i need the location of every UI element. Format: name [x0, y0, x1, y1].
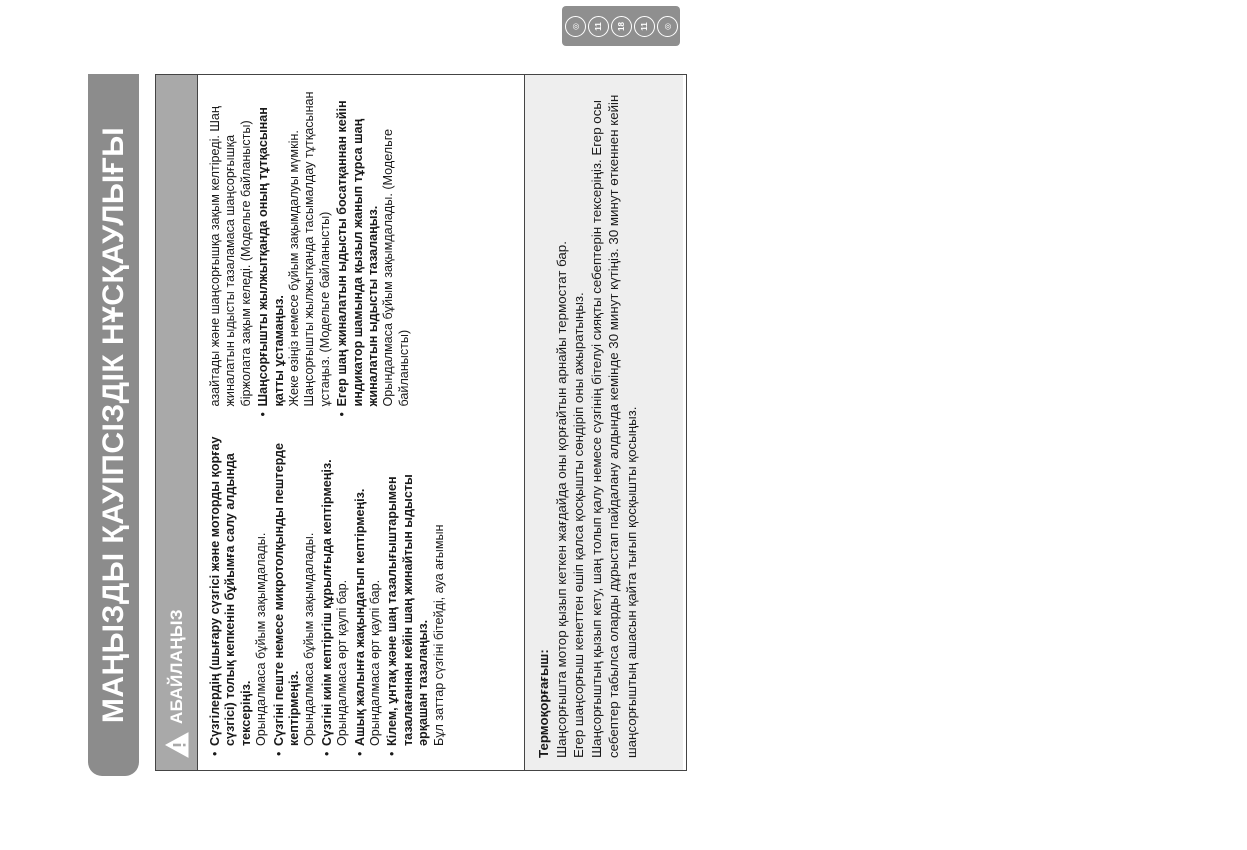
- warning-column-left: [208, 423, 516, 757]
- warning-item: • Шаңсорғышты жылжытқанда оның тұтқасынан қатты ұстамаңыз. Жеке өзіңіз немесе бұйым зақымдалуы мүмкін. Шаңсорғышты жылжытқанда тасымалдау тұтқасынан ұстаңыз. (Модельге байланысты): [256, 83, 333, 417]
- warning-item-text: азайтады және шаңсорғышқа зақым келтіреді. Шаң жиналатын ыдысты тазаламаса шаңсорғышқа біржолата зақым келеді. (Модельге байланысты): [208, 106, 253, 407]
- warning-item-text: Орындалмаса бұйым зақымдалады. (Модельге байланысты): [381, 128, 411, 407]
- thermostat-line: Егер шаңсорғыш кенеттен өшіп қалса қосқышты сөндіріп оны ажыратыңыз.: [571, 292, 586, 758]
- tab-badge-circle: ◎: [565, 16, 586, 37]
- warning-item-heading: Сүзгіні пеште немесе микротолқынды пештерде кептірмеңіз.: [271, 443, 302, 746]
- thermostat-section: [525, 75, 683, 770]
- thermostat-line: Шаңсорғышта мотор қызып кеткен жағдайда оны қорғайтын арнайы термостат бар.: [553, 241, 569, 758]
- warning-item-text: Орындалмаса өрт қаупі бар.: [368, 579, 383, 746]
- warning-header: [156, 75, 198, 770]
- warning-item-heading: Сүзгілердің (шығару сүзгісі және моторды қорғау сүзгісі) толық кепкенін бұйымға салу алдында тексеріңіз.: [208, 436, 253, 746]
- warning-box: [155, 74, 687, 771]
- warning-item: • Сүзгілердің (шығару сүзгісі және моторды қорғау сүзгісі) толық кепкенін бұйымға салу алдында тексеріңіз. Орындалмаса бұйым зақымдалады.: [208, 423, 270, 757]
- warning-item-continued: [208, 83, 254, 417]
- warning-body: [198, 75, 525, 770]
- warning-item: • Ашық жалынға жақындатып кептірмеңіз. Орындалмаса өрт қаупі бар.: [353, 423, 384, 757]
- page-tab-badge: [562, 6, 680, 46]
- warning-triangle-icon: [165, 732, 189, 758]
- warning-item-heading: Ашық жалынға жақындатып кептірмеңіз.: [352, 488, 367, 746]
- page-title: МАҢЫЗДЫ ҚАУІПСІЗДІК НҰСҚАУЛЫҒЫ: [96, 126, 130, 724]
- tab-badge-circle: 11: [588, 16, 609, 37]
- warning-item: • Егер шаң жиналатын ыдысты босатқаннан кейін индикатор шамында қызыл жанып тұрса шаң жиналатын ыдысты тазалаңыз. Орындалмаса бұйым зақымдалады. (Модельге байланысты): [335, 83, 412, 417]
- tab-badge-circle: 11: [634, 16, 655, 37]
- warning-item: • Сүзгіні киім кептіргіш құрылғыда кептірмеңіз. Орындалмаса өрт қаупі бар.: [320, 423, 351, 757]
- warning-item-text: Орындалмаса бұйым зақымдалады.: [254, 532, 269, 746]
- warning-box-content: [156, 75, 686, 770]
- warning-column-right: [208, 83, 516, 423]
- thermostat-heading: Термоқорғағыш:: [536, 649, 551, 758]
- thermostat-line: Шаңсорғыштың қызып кету, шаң толып қалу немесе сүзгінің бітелуі сияқты себептерін тексеріңіз. Егер осы себептер табылса оларды дұрыстап пайдалану алдында кемінде 30 минут күтіңіз. 30 минут өткеннен кейін шаңсорғыштың ашасын қайта тығып қосқышты қосыңыз.: [588, 94, 639, 758]
- warning-item-text: Бұл заттар сүзгіні бітейді, ауа ағымын: [431, 524, 446, 746]
- warning-item-heading: Шаңсорғышты жылжытқанда оның тұтқасынан қатты ұстамаңыз.: [256, 107, 286, 407]
- warning-item: • Кілем, ұнтақ және шаң тазалығыштарымен тазалағаннан кейін шаң жинайтын ыдысты әрқашан тазалаңыз. Бұл заттар сүзгіні бітейді, ауа ағымын: [385, 423, 447, 757]
- warning-item-heading: Сүзгіні киім кептіргіш құрылғыда кептірмеңіз.: [319, 459, 334, 746]
- warning-item-heading: Егер шаң жиналатын ыдысты босатқаннан кейін индикатор шамында қызыл жанып тұрса шаң жиналатын ыдысты тазалаңыз.: [335, 100, 381, 407]
- tab-badge-circle: 18: [611, 16, 632, 37]
- tab-badge-circle: ◎: [657, 16, 678, 37]
- warning-item: • Сүзгіні пеште немесе микротолқынды пештерде кептірмеңіз. Орындалмаса бұйым зақымдалады.: [272, 423, 318, 757]
- warning-item-text: Орындалмаса бұйым зақымдалады.: [302, 532, 317, 746]
- warning-item-text: Жеке өзіңіз немесе бұйым зақымдалуы мүмкін. Шаңсорғышты жылжытқанда тасымалдау тұтқасынан ұстаңыз. (Модельге байланысты): [287, 91, 332, 407]
- title-banner: [88, 74, 139, 776]
- warning-title: АБАЙЛАҢЫЗ: [166, 609, 186, 724]
- warning-item-heading: Кілем, ұнтақ және шаң тазалығыштарымен тазалағаннан кейін шаң жинайтын ыдысты әрқашан тазалаңыз.: [385, 474, 431, 746]
- warning-item-text: Орындалмаса өрт қаупі бар.: [335, 579, 350, 746]
